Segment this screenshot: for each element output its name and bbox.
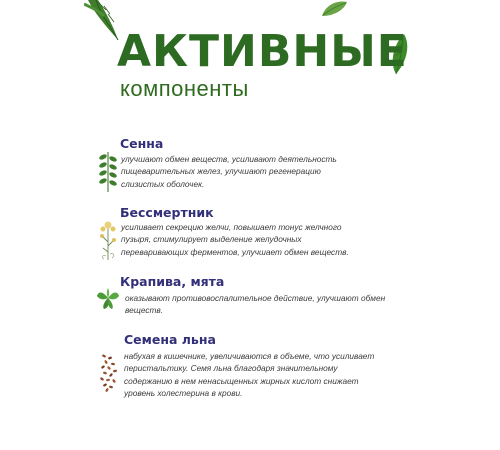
- item-name-senna: Сенна: [120, 136, 164, 151]
- description-line: усиливает секрецию желчи, повышает тонус желчного: [121, 222, 342, 232]
- description-line: слизистых оболочек.: [121, 178, 205, 189]
- item-name-nettle-mint: Крапива, мята: [120, 274, 225, 289]
- item-description-senna: [121, 153, 337, 190]
- item-name-immortelle: Бессмертник: [120, 205, 214, 220]
- mint-leaves-icon: [96, 286, 120, 310]
- description-line: перистальтику. Семя льна благодаря значительному: [124, 363, 338, 374]
- top-right-leaf-decoration: [320, 0, 348, 18]
- description-line: пузыря, стимулирует выделение желудочных: [121, 234, 302, 245]
- description-line: уровень холестерина в крови.: [124, 387, 243, 398]
- senna-leaves-icon: [98, 150, 118, 192]
- description-line: пищеварительных желез, улучшают регенерацию: [121, 166, 321, 177]
- description-line: оказывают противовоспалительное действие, улучшают обмен: [125, 293, 386, 303]
- immortelle-flower-icon: [98, 218, 118, 260]
- item-description-immortelle: [121, 221, 349, 258]
- item-description-flax-seeds: [124, 350, 374, 399]
- description-line: переваривающих ферментов, улучшает обмен веществ.: [121, 246, 349, 257]
- flax-seeds-icon: [98, 352, 120, 392]
- page-title: АКТИВНЫЕ: [117, 26, 408, 77]
- item-description-nettle-mint: [125, 292, 385, 317]
- description-line: веществ.: [125, 305, 164, 316]
- description-line: улучшают обмен веществ, усиливают деятельность: [121, 154, 337, 164]
- description-line: набухая в кишечнике, увеличиваются в объеме, что усиливает: [124, 351, 375, 361]
- page-subtitle: компоненты: [120, 76, 249, 101]
- description-line: содержанию в нем ненасыщенных жирных кислот снижает: [124, 375, 359, 386]
- item-name-flax-seeds: Семена льна: [124, 332, 216, 347]
